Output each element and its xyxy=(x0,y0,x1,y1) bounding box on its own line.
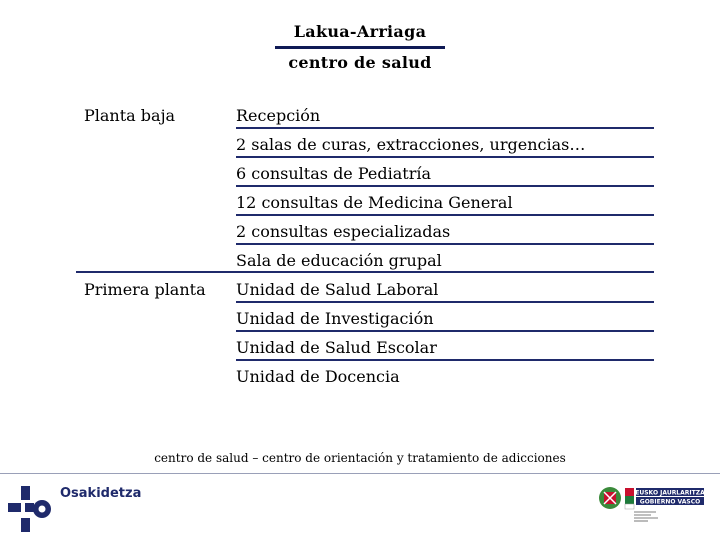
gov-line-2: GOBIERNO VASCO xyxy=(639,498,701,506)
list-item: Sala de educación grupal xyxy=(236,251,442,270)
osakidetza-logo-icon xyxy=(8,486,52,532)
footer-divider xyxy=(0,473,720,474)
title-underline xyxy=(275,46,445,49)
room-list xyxy=(236,100,654,390)
list-item: Unidad de Salud Escolar xyxy=(236,332,654,361)
floor-label-first: Primera planta xyxy=(84,280,206,299)
floor-label-ground: Planta baja xyxy=(84,106,176,125)
list-item: Recepción xyxy=(236,100,654,129)
basque-government-logo-icon xyxy=(596,482,712,526)
list-item: 6 consultas de Pediatría xyxy=(236,158,654,187)
page-title: Lakua-Arriaga xyxy=(293,22,427,41)
gov-line-1: EUSKO JAURLARITZA xyxy=(635,489,705,497)
list-item: 2 salas de curas, extracciones, urgencias… xyxy=(236,129,654,158)
page-subtitle: centro de salud xyxy=(288,53,432,72)
footer-note: centro de salud – centro de orientación y tratamiento de adicciones xyxy=(154,451,566,465)
list-item: 12 consultas de Medicina General xyxy=(236,187,654,216)
list-item: Unidad de Salud Laboral xyxy=(236,274,654,303)
list-item: Unidad de Investigación xyxy=(236,303,654,332)
list-item: 2 consultas especializadas xyxy=(236,216,654,245)
list-item: Unidad de Docencia xyxy=(236,367,400,386)
osakidetza-wordmark: Osakidetza xyxy=(60,486,142,501)
